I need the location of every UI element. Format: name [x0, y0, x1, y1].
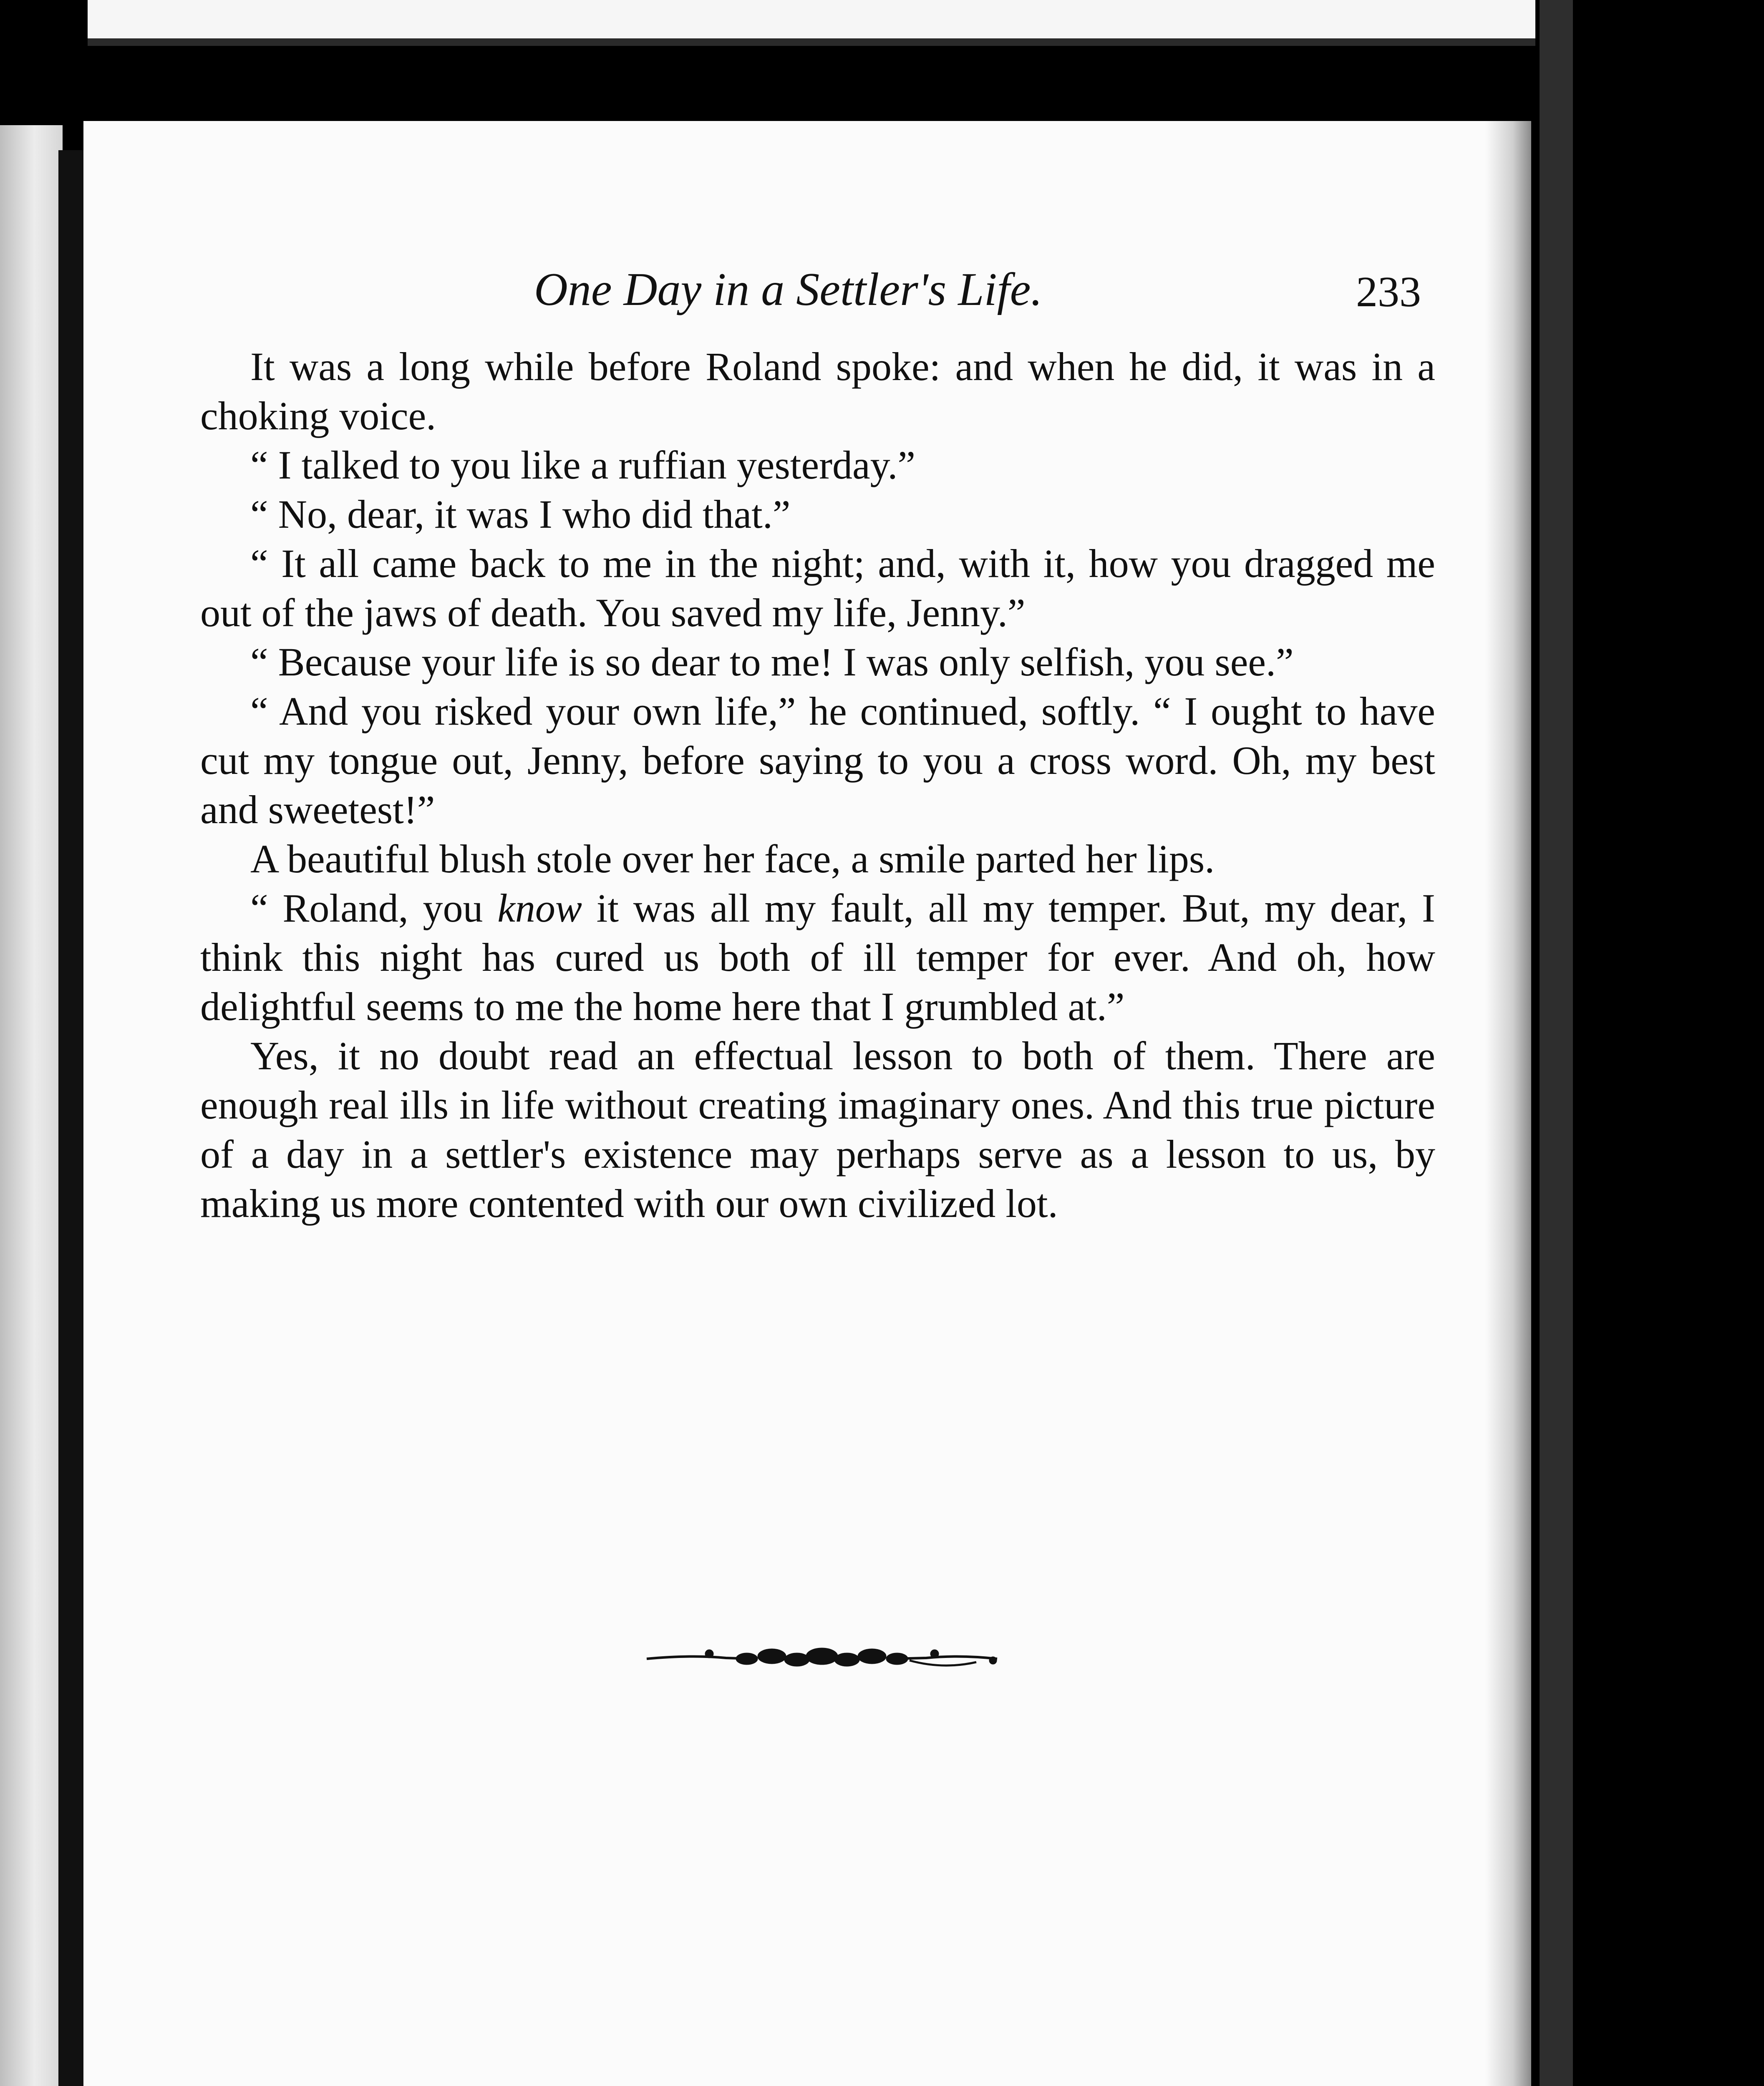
paragraph: “ No, dear, it was I who did that.” — [250, 492, 791, 537]
paragraph: It was a long while before Roland spoke: and when he did, it was in a choking voice. — [200, 344, 1435, 438]
running-title: One Day in a Settler's Life. — [534, 264, 1043, 315]
paragraph: “ And you risked your own life,” he continued, softly. “ I ought to have cut my tongue out, Jenny, before saying to you a cross word. Oh, my best and sweetest!” — [200, 689, 1435, 832]
page-body-text — [200, 342, 1435, 1228]
page-gutter-shadow — [1485, 121, 1531, 2086]
right-page-edge — [1540, 0, 1573, 2086]
previous-page-edge — [88, 0, 1535, 46]
left-page-curl — [0, 125, 63, 2086]
page-number: 233 — [1356, 268, 1421, 316]
closing-paragraph: Yes, it no doubt read an effectual lesson to both of them. There are enough real ills in life without creating imaginary ones. And this true picture of a day in a settler's existence may perhaps serve as a lesson to us, by making us more contented with our own civilized lot. — [200, 1033, 1435, 1226]
fleuron-ornament-icon — [643, 1644, 1001, 1673]
paragraph: “ Because your life is so dear to me! I was only selfish, you see.” — [250, 640, 1294, 684]
emphasized-word: know — [497, 886, 582, 930]
paragraph: “ I talked to you like a ruffian yesterday.” — [250, 443, 916, 487]
paragraph: “ It all came back to me in the night; and, with it, how you dragged me out of the jaws of death. You saved my life, Jenny.” — [200, 541, 1435, 635]
paragraph-text: “ Roland, you — [250, 886, 498, 930]
paragraph: A beautiful blush stole over her face, a smile parted her lips. — [250, 836, 1215, 881]
paragraph-text: it was all my fault, all my temper. But, my dear, I think this night has cured us both of ill temper for ever. And oh, how delightful seems to me the home here that I grumbled at.” — [200, 886, 1436, 1029]
paragraph-roland — [200, 884, 1435, 1031]
